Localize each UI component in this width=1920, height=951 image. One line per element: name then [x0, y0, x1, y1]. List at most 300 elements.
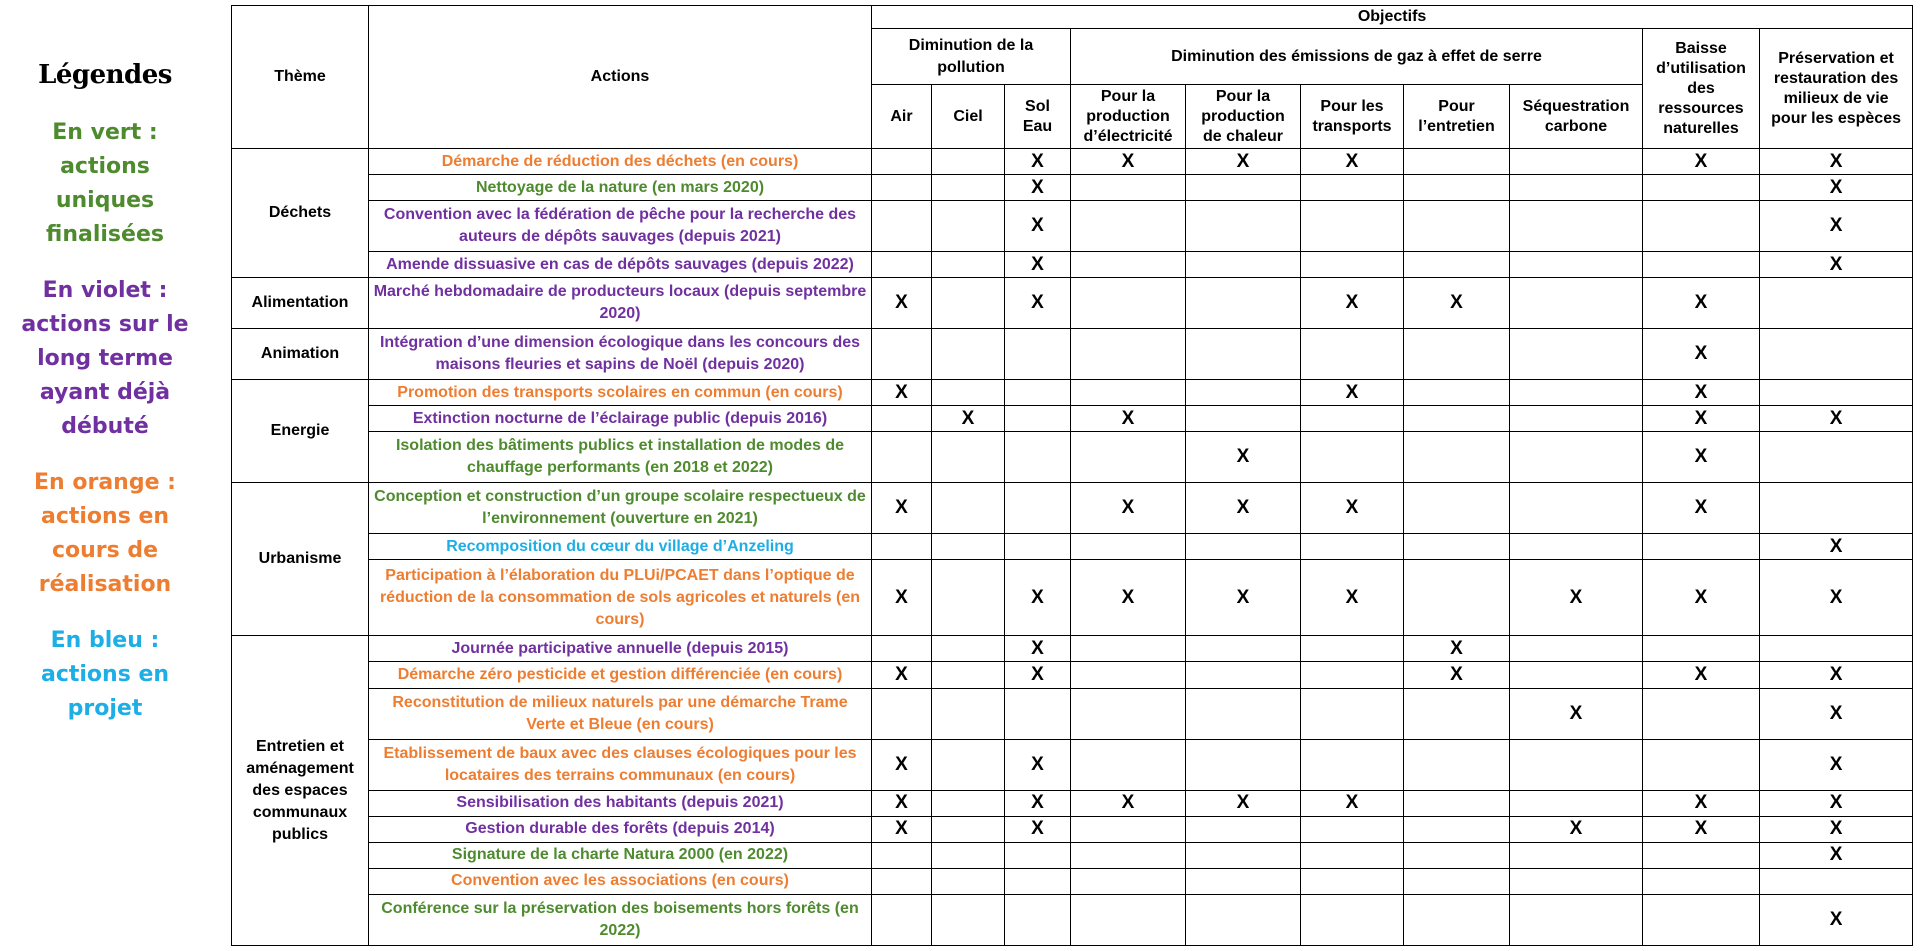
objective-cell: [1071, 534, 1186, 560]
objective-cell: [1404, 739, 1510, 790]
objective-cell: [1071, 790, 1186, 816]
objective-cell: [1760, 278, 1913, 329]
action-cell: Isolation des bâtiments publics et installation de modes de chauffage performants (en 2018 et 2022): [369, 432, 872, 483]
objective-cell: [1071, 842, 1186, 868]
table-row: [232, 636, 1913, 662]
check-mark: X: [1569, 818, 1583, 840]
objective-cell: [1186, 149, 1301, 175]
objective-cell: [1005, 406, 1071, 432]
objective-cell: [1643, 662, 1760, 688]
objective-cell: [932, 790, 1005, 816]
objective-cell: [1301, 406, 1404, 432]
objective-cell: [1510, 406, 1643, 432]
check-mark: X: [1236, 150, 1250, 172]
objective-cell: [1186, 842, 1301, 868]
objective-cell: [1301, 636, 1404, 662]
objective-cell: [1404, 329, 1510, 380]
action-cell: Gestion durable des forêts (depuis 2014): [369, 816, 872, 842]
objective-cell: [1404, 534, 1510, 560]
action-cell: Nettoyage de la nature (en mars 2020): [369, 175, 872, 201]
objective-cell: [932, 201, 1005, 252]
action-cell: Conférence sur la préservation des boisements hors forêts (en 2022): [369, 894, 872, 945]
objective-cell: [1071, 483, 1186, 534]
objective-cell: [1510, 790, 1643, 816]
objective-cell: [1301, 201, 1404, 252]
check-mark: X: [1236, 586, 1250, 608]
objective-cell: [1005, 790, 1071, 816]
action-cell: Participation à l’élaboration du PLUi/PCAET dans l’optique de réduction de la consommation de sols agricoles et naturels (en cours): [369, 560, 872, 636]
objective-cell: [932, 842, 1005, 868]
objective-cell: [1301, 432, 1404, 483]
legend-line: projet: [67, 696, 143, 721]
objective-cell: [1071, 201, 1186, 252]
check-mark: X: [1345, 381, 1359, 403]
action-cell: Etablissement de baux avec des clauses écologiques pour les locataires des terrains communaux (en cours): [369, 739, 872, 790]
objective-cell: [1301, 534, 1404, 560]
objective-cell: [1005, 278, 1071, 329]
check-mark: X: [1121, 792, 1135, 814]
table-row: [232, 894, 1913, 945]
check-mark: X: [1031, 664, 1044, 685]
legend-line: long terme: [37, 346, 173, 371]
check-mark: X: [1694, 497, 1708, 519]
legend-line: actions en: [40, 662, 170, 687]
action-cell: Convention avec la fédération de pêche pour la recherche des auteurs de dépôts sauvages (depuis 2021): [369, 201, 872, 252]
objective-cell: [1186, 380, 1301, 406]
objective-cell: [872, 868, 932, 894]
legend-title: Légendes: [38, 60, 172, 90]
objective-cell: [872, 380, 932, 406]
objective-cell: [872, 329, 932, 380]
objective-cell: [1186, 432, 1301, 483]
objective-cell: [872, 816, 932, 842]
objective-cell: [1760, 560, 1913, 636]
action-cell: Reconstitution de milieux naturels par une démarche Trame Verte et Bleue (en cours): [369, 688, 872, 739]
objective-cell: [932, 534, 1005, 560]
theme-cell: Entretien et aménagement des espaces communaux publics: [232, 636, 369, 946]
objective-cell: [1005, 636, 1071, 662]
sub-header: Pour la production de chaleur: [1186, 85, 1301, 149]
objective-cell: [1186, 868, 1301, 894]
objective-cell: [1186, 688, 1301, 739]
objective-cell: [1760, 149, 1913, 175]
objective-cell: [1404, 842, 1510, 868]
objective-cell: [1404, 432, 1510, 483]
legend-line: actions: [60, 154, 150, 179]
objective-cell: [1510, 149, 1643, 175]
objective-cell: [1404, 636, 1510, 662]
column-header-objectifs: Objectifs: [872, 6, 1913, 29]
check-mark: X: [1829, 150, 1843, 172]
legend-block: [10, 116, 200, 252]
objective-cell: [1643, 688, 1760, 739]
check-mark: X: [895, 292, 908, 314]
check-mark: X: [1694, 292, 1708, 314]
objective-cell: [872, 894, 932, 945]
objective-cell: [1760, 662, 1913, 688]
objective-cell: [1005, 201, 1071, 252]
objective-cell: [872, 483, 932, 534]
objective-cell: [1760, 534, 1913, 560]
check-mark: X: [1450, 292, 1463, 314]
legend-line: En orange :: [34, 470, 176, 495]
objective-cell: [1643, 278, 1760, 329]
objective-cell: [1404, 894, 1510, 945]
check-mark: X: [1345, 586, 1359, 608]
objective-cell: [932, 252, 1005, 278]
objective-cell: [1510, 636, 1643, 662]
objective-cell: [1071, 816, 1186, 842]
action-cell: Marché hebdomadaire de producteurs locaux (depuis septembre 2020): [369, 278, 872, 329]
objective-cell: [1760, 688, 1913, 739]
objective-cell: [1404, 380, 1510, 406]
objective-cell: [932, 175, 1005, 201]
check-mark: X: [895, 753, 908, 775]
legend-line: débuté: [61, 414, 149, 439]
objective-cell: [1404, 868, 1510, 894]
objective-cell: [1404, 252, 1510, 278]
objective-cell: [1510, 894, 1643, 945]
objective-cell: [1071, 175, 1186, 201]
objective-cell: [1643, 816, 1760, 842]
objective-cell: [1071, 380, 1186, 406]
objective-cell: [1760, 432, 1913, 483]
legend-panel: [10, 60, 200, 748]
objective-cell: [1005, 816, 1071, 842]
objective-cell: [1760, 329, 1913, 380]
check-mark: X: [895, 381, 908, 403]
header-row: [232, 6, 1913, 29]
objective-cell: [1301, 662, 1404, 688]
objective-cell: [1643, 380, 1760, 406]
objective-cell: [1404, 483, 1510, 534]
objective-cell: [1510, 739, 1643, 790]
objective-cell: [1186, 175, 1301, 201]
table-row: [232, 175, 1913, 201]
objective-cell: [872, 534, 932, 560]
check-mark: X: [1829, 664, 1843, 685]
check-mark: X: [1829, 215, 1843, 237]
check-mark: X: [1694, 792, 1708, 814]
objective-cell: [1404, 688, 1510, 739]
objective-cell: [1071, 739, 1186, 790]
check-mark: X: [1121, 407, 1135, 429]
table-row: [232, 252, 1913, 278]
check-mark: X: [1829, 753, 1843, 775]
objective-cell: [1404, 201, 1510, 252]
table-row: [232, 739, 1913, 790]
check-mark: X: [1121, 150, 1135, 172]
objective-cell: [1760, 380, 1913, 406]
legend-block: [10, 274, 200, 444]
table-row: [232, 201, 1913, 252]
legend-line: actions sur le: [21, 312, 189, 337]
objective-cell: [932, 560, 1005, 636]
objective-cell: [872, 790, 932, 816]
objective-cell: [1510, 432, 1643, 483]
objective-cell: [1186, 560, 1301, 636]
objective-cell: [1643, 790, 1760, 816]
objective-cell: [1510, 688, 1643, 739]
objective-cell: [1301, 790, 1404, 816]
objective-cell: [872, 688, 932, 739]
objective-cell: [932, 894, 1005, 945]
sub-header: Air: [872, 85, 932, 149]
action-cell: Amende dissuasive en cas de dépôts sauvages (depuis 2022): [369, 252, 872, 278]
objective-cell: [1186, 252, 1301, 278]
objective-cell: [1643, 842, 1760, 868]
objective-cell: [1760, 894, 1913, 945]
objective-cell: [1510, 201, 1643, 252]
legend-line: En violet :: [42, 278, 168, 303]
objective-cell: [1643, 739, 1760, 790]
objective-cell: [1071, 662, 1186, 688]
objective-cell: [1404, 662, 1510, 688]
check-mark: X: [1345, 292, 1359, 314]
objective-cell: [872, 406, 932, 432]
legend-line: réalisation: [38, 572, 172, 597]
check-mark: X: [1829, 176, 1843, 198]
objective-cell: [1186, 739, 1301, 790]
check-mark: X: [1450, 664, 1463, 685]
check-mark: X: [1236, 497, 1250, 519]
check-mark: X: [1829, 818, 1843, 840]
objective-cell: [1186, 278, 1301, 329]
check-mark: X: [1236, 792, 1250, 814]
objective-cell: [1005, 534, 1071, 560]
objective-cell: [932, 432, 1005, 483]
objective-cell: [1186, 483, 1301, 534]
check-mark: X: [1694, 381, 1708, 403]
check-mark: X: [1031, 637, 1044, 659]
check-mark: X: [895, 664, 908, 685]
objective-cell: [932, 662, 1005, 688]
objective-cell: [1071, 868, 1186, 894]
check-mark: X: [1829, 702, 1843, 724]
action-cell: Signature de la charte Natura 2000 (en 2022): [369, 842, 872, 868]
objective-cell: [1005, 662, 1071, 688]
objective-cell: [1510, 662, 1643, 688]
check-mark: X: [1031, 753, 1044, 775]
action-cell: Démarche zéro pesticide et gestion différenciée (en cours): [369, 662, 872, 688]
objective-cell: [1510, 560, 1643, 636]
objective-cell: [872, 560, 932, 636]
legend-line: En bleu :: [50, 628, 160, 653]
objective-cell: [1760, 842, 1913, 868]
objective-cell: [1005, 252, 1071, 278]
table-row: [232, 149, 1913, 175]
objective-cell: [1510, 252, 1643, 278]
sub-header: Séquestration carbone: [1510, 85, 1643, 149]
objective-cell: [1071, 329, 1186, 380]
objective-cell: [1071, 149, 1186, 175]
objective-cell: [1301, 149, 1404, 175]
objective-cell: [1643, 252, 1760, 278]
objective-cell: [1005, 560, 1071, 636]
action-cell: Intégration d’une dimension écologique dans les concours des maisons fleuries et sapins de Noël (depuis 2020): [369, 329, 872, 380]
table-row: [232, 688, 1913, 739]
action-cell: Démarche de réduction des déchets (en cours): [369, 149, 872, 175]
objective-cell: [1301, 380, 1404, 406]
check-mark: X: [1345, 497, 1359, 519]
check-mark: X: [1829, 586, 1843, 608]
objective-cell: [1005, 739, 1071, 790]
group-header: Diminution de la pollution: [872, 29, 1071, 85]
objective-cell: [932, 688, 1005, 739]
objective-cell: [1005, 329, 1071, 380]
objective-cell: [1510, 868, 1643, 894]
objective-cell: [1071, 894, 1186, 945]
objective-cell: [1760, 201, 1913, 252]
sub-header: Pour l’entretien: [1404, 85, 1510, 149]
objective-cell: [1643, 329, 1760, 380]
check-mark: X: [1031, 253, 1044, 275]
action-cell: Extinction nocturne de l’éclairage public (depuis 2016): [369, 406, 872, 432]
check-mark: X: [1121, 586, 1135, 608]
legend-line: En vert :: [52, 120, 158, 145]
objective-cell: [932, 329, 1005, 380]
table-row: [232, 560, 1913, 636]
check-mark: X: [1829, 407, 1843, 429]
objective-cell: [1643, 483, 1760, 534]
objective-cell: [872, 432, 932, 483]
objective-cell: [1510, 329, 1643, 380]
theme-cell: Animation: [232, 329, 369, 380]
objective-cell: [1404, 790, 1510, 816]
objective-cell: [1071, 252, 1186, 278]
objective-cell: [932, 483, 1005, 534]
column-header-theme: Thème: [232, 6, 369, 149]
objective-cell: [1510, 175, 1643, 201]
objective-cell: [1760, 252, 1913, 278]
objective-cell: [932, 739, 1005, 790]
objective-cell: [1301, 688, 1404, 739]
legend-line: actions en: [40, 504, 170, 529]
objective-cell: [1760, 739, 1913, 790]
check-mark: X: [961, 407, 975, 429]
check-mark: X: [1345, 150, 1359, 172]
objective-cell: [1643, 432, 1760, 483]
objective-cell: [1510, 816, 1643, 842]
theme-cell: Urbanisme: [232, 483, 369, 636]
objective-cell: [1301, 483, 1404, 534]
objective-cell: [1186, 790, 1301, 816]
objective-cell: [1301, 278, 1404, 329]
objective-cell: [932, 406, 1005, 432]
legend-line: uniques: [55, 188, 155, 213]
theme-cell: Energie: [232, 380, 369, 483]
objective-cell: [1071, 406, 1186, 432]
objective-cell: [1005, 868, 1071, 894]
table-row: [232, 534, 1913, 560]
table-row: [232, 868, 1913, 894]
objective-cell: [1005, 432, 1071, 483]
table-row: [232, 329, 1913, 380]
objective-cell: [1643, 201, 1760, 252]
check-mark: X: [1829, 908, 1843, 930]
action-cell: Sensibilisation des habitants (depuis 2021): [369, 790, 872, 816]
check-mark: X: [1829, 253, 1843, 275]
check-mark: X: [895, 497, 908, 519]
table-row: [232, 406, 1913, 432]
check-mark: X: [1829, 844, 1843, 866]
check-mark: X: [1694, 586, 1708, 608]
check-mark: X: [1031, 818, 1044, 840]
table-row: [232, 790, 1913, 816]
objective-cell: [1301, 252, 1404, 278]
check-mark: X: [1694, 150, 1708, 172]
objective-cell: [1760, 816, 1913, 842]
table-row: [232, 842, 1913, 868]
objective-cell: [872, 636, 932, 662]
objective-cell: [1005, 175, 1071, 201]
objective-cell: [1071, 636, 1186, 662]
objective-cell: [1301, 816, 1404, 842]
legend-line: finalisées: [46, 222, 164, 247]
action-cell: Convention avec les associations (en cours): [369, 868, 872, 894]
objective-cell: [1404, 560, 1510, 636]
legend-line: ayant déjà: [39, 380, 171, 405]
objective-cell: [1301, 842, 1404, 868]
objective-cell: [1071, 688, 1186, 739]
check-mark: X: [1694, 664, 1708, 685]
legend-block: [10, 466, 200, 602]
objective-cell: [1005, 483, 1071, 534]
objective-cell: [1005, 842, 1071, 868]
sub-header: Pour la production d’électricité: [1071, 85, 1186, 149]
objective-cell: [1301, 868, 1404, 894]
check-mark: X: [1829, 792, 1843, 814]
objective-cell: [1404, 816, 1510, 842]
objective-cell: [1404, 149, 1510, 175]
objective-cell: [1005, 894, 1071, 945]
check-mark: X: [1694, 818, 1708, 840]
action-cell: Recomposition du cœur du village d’Anzeling: [369, 534, 872, 560]
objective-cell: [1760, 483, 1913, 534]
objective-cell: [872, 175, 932, 201]
table-row: [232, 380, 1913, 406]
objective-cell: [932, 816, 1005, 842]
check-mark: X: [1031, 176, 1044, 198]
objective-cell: [1404, 278, 1510, 329]
objective-cell: [1301, 894, 1404, 945]
objective-cell: [1301, 739, 1404, 790]
objective-cell: [1760, 790, 1913, 816]
check-mark: X: [1345, 792, 1359, 814]
check-mark: X: [895, 818, 908, 840]
objective-cell: [932, 636, 1005, 662]
objectives-table: [231, 5, 1913, 946]
action-cell: Journée participative annuelle (depuis 2015): [369, 636, 872, 662]
objective-cell: [932, 380, 1005, 406]
objective-cell: [1510, 534, 1643, 560]
check-mark: X: [1031, 215, 1044, 237]
objective-cell: [1510, 380, 1643, 406]
objective-cell: [1404, 175, 1510, 201]
objective-cell: [1071, 278, 1186, 329]
objective-cell: [1643, 406, 1760, 432]
objective-cell: [1186, 329, 1301, 380]
objective-cell: [932, 149, 1005, 175]
objective-cell: [1760, 636, 1913, 662]
objective-cell: [1643, 175, 1760, 201]
objective-cell: [1186, 662, 1301, 688]
table-row: [232, 483, 1913, 534]
check-mark: X: [1694, 446, 1708, 468]
objective-cell: [1186, 636, 1301, 662]
objective-cell: [932, 868, 1005, 894]
objective-cell: [1643, 636, 1760, 662]
